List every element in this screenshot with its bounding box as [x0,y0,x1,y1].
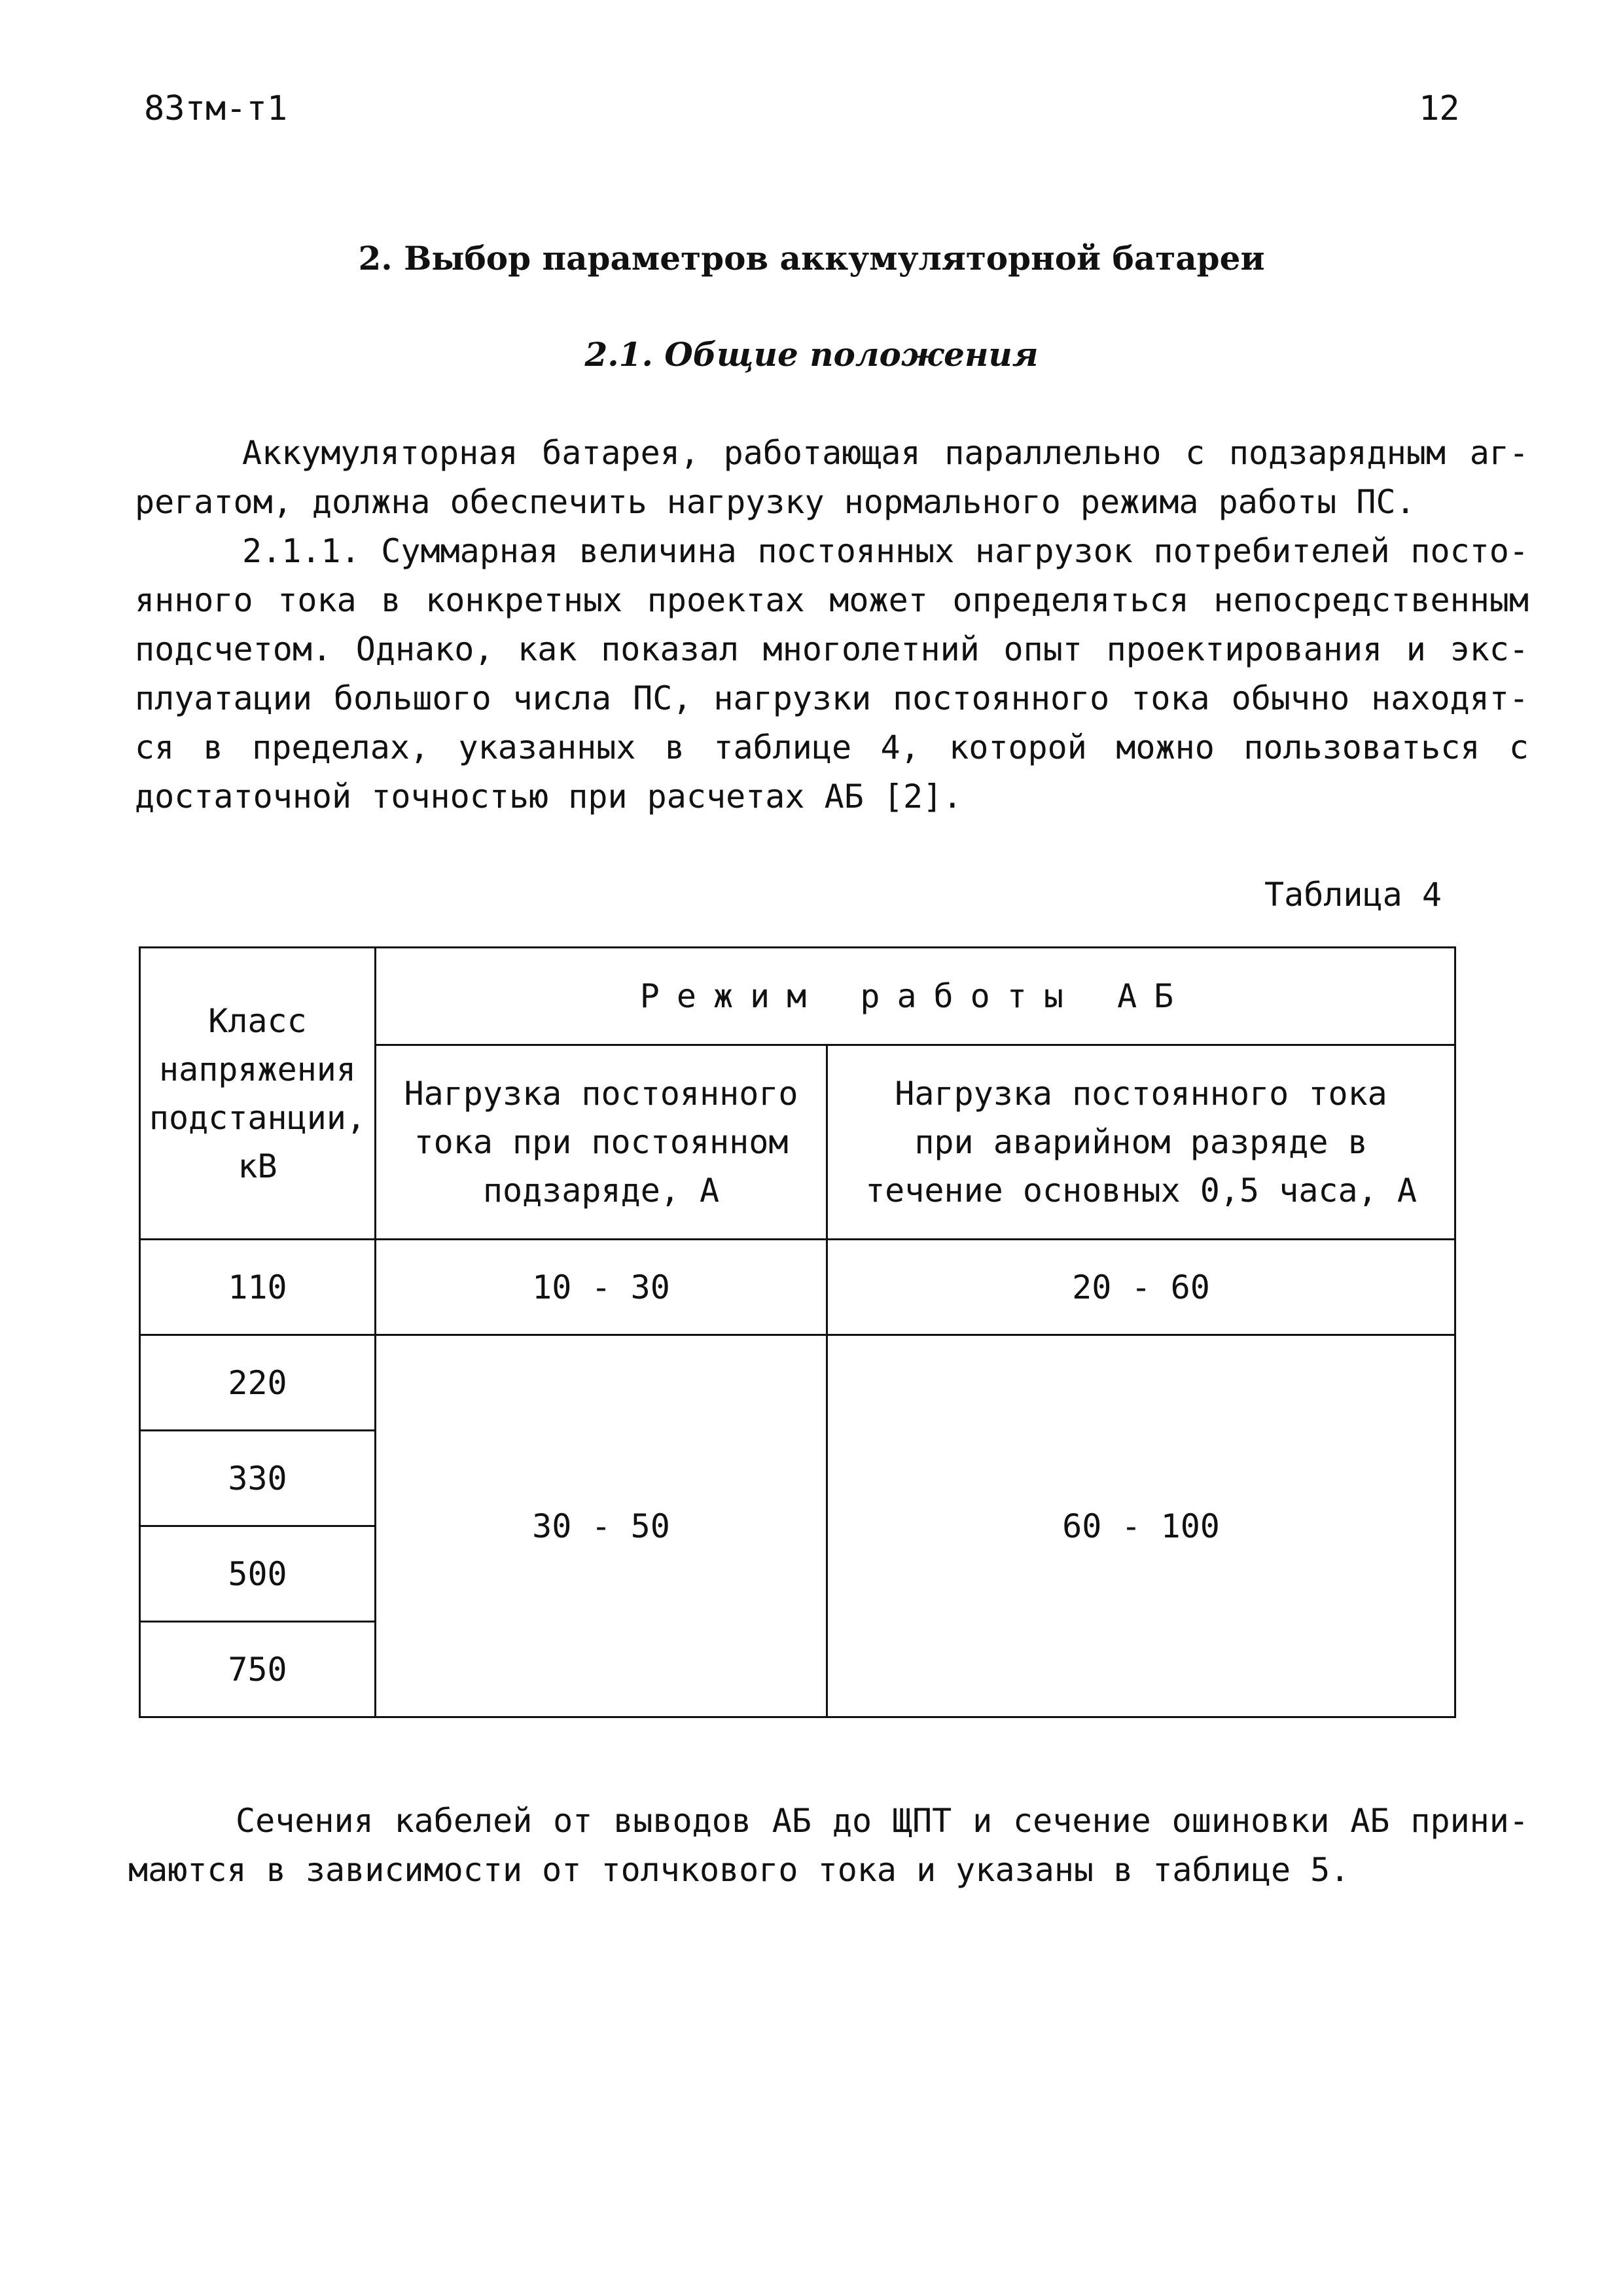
header-line: напряжения [158,1050,357,1088]
cell-voltage: 330 [140,1431,376,1526]
header-line: Класс [208,1001,307,1040]
header-line: Нагрузка постоянного [404,1075,798,1113]
document-code: 83тм-т1 [144,89,288,128]
table-row [140,1335,1455,1431]
table-4 [139,946,1454,1718]
header-line: подзаряде, А [482,1172,720,1210]
cell-load-emergency-merged: 60 - 100 [827,1335,1455,1717]
paragraph-intro [135,429,1529,527]
page-number: 12 [1419,89,1460,128]
paragraph-line: янного тока в конкретных проектах может определяться непосредственным [135,581,1529,619]
paragraph-line: Сечения кабелей от выводов АБ до ЩПТ и сечение ошиновки АБ прини- [236,1802,1529,1840]
header-line: Нагрузка постоянного тока [895,1075,1387,1113]
paragraph-line: плуатации большого числа ПС, нагрузки постоянного тока обычно находят- [135,679,1529,717]
paragraph-2-1-1 [135,527,1529,821]
header-line: подстанции, [149,1098,366,1137]
paragraph-line: маются в зависимости от толчкового тока и указаны в таблице 5. [128,1851,1350,1889]
header-float-charge-load [376,1045,827,1240]
cell-voltage: 220 [140,1335,376,1431]
paragraph-line: Аккумуляторная батарея, работающая параллельно с подзарядным аг- [242,434,1529,472]
header-emergency-discharge-load [827,1045,1455,1240]
cell-voltage: 110 [140,1240,376,1335]
table-label: Таблица 4 [1264,876,1442,914]
header-line: течение основных 0,5 часа, А [865,1172,1417,1210]
cell-load-float: 10 - 30 [376,1240,827,1335]
header-line: кВ [238,1147,277,1185]
section-title: 2. Выбор параметров аккумуляторной батареи [358,239,1265,278]
cell-voltage: 500 [140,1526,376,1622]
paragraph-line: достаточной точностью при расчетах АБ [2]. [135,778,963,816]
subsection-title: 2.1. Общие положения [584,335,1039,374]
header-line: тока при постоянном [414,1123,789,1161]
table-row [140,1240,1455,1335]
cell-load-emergency: 20 - 60 [827,1240,1455,1335]
header-operating-mode: Режим работы АБ [376,948,1455,1045]
header-voltage-class [140,948,376,1240]
paragraph-line: подсчетом. Однако, как показал многолетний опыт проектирования и экс- [135,630,1529,668]
paragraph-line: ся в пределах, указанных в таблице 4, которой можно пользоваться с [135,728,1529,766]
cell-voltage: 750 [140,1622,376,1717]
header-line: при аварийном разряде в [914,1123,1368,1161]
cell-load-float-merged: 30 - 50 [376,1335,827,1717]
paragraph-cable-sections [128,1797,1529,1895]
paragraph-line: регатом, должна обеспечить нагрузку нормального режима работы ПС. [135,483,1416,521]
paragraph-line: 2.1.1. Суммарная величина постоянных нагрузок потребителей посто- [242,532,1529,570]
